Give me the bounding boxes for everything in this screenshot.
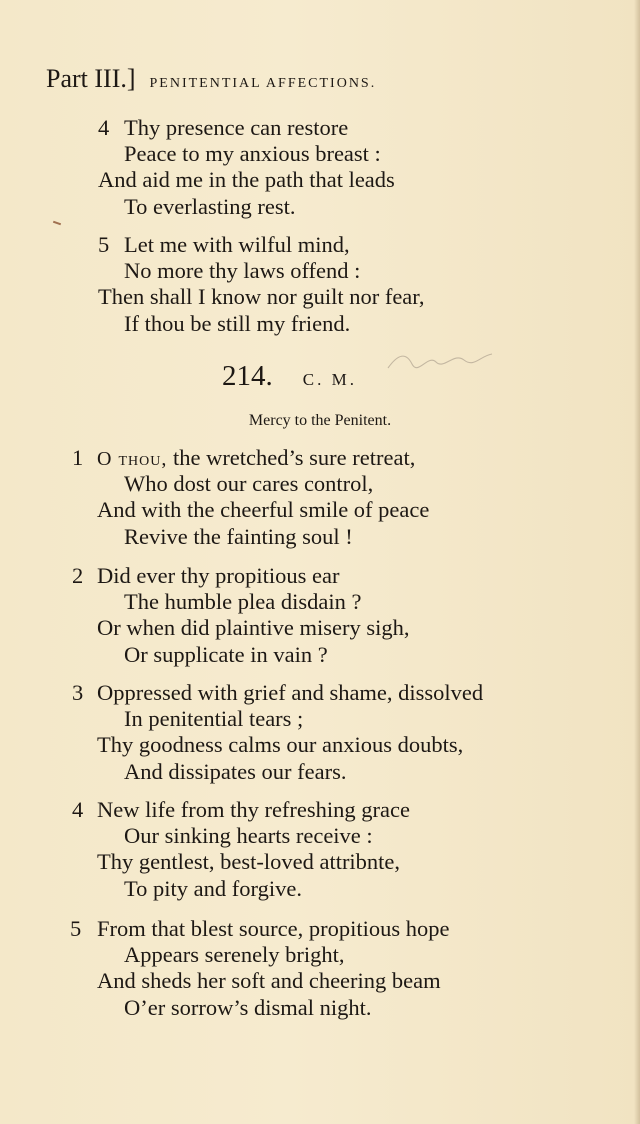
verse-number: 2: [72, 563, 84, 588]
verse-line-text: Peace to my anxious breast :: [124, 141, 381, 167]
verse-line: [0, 942, 640, 968]
first-word-small-caps: O thou,: [97, 448, 168, 470]
verse-line: [0, 524, 640, 550]
verse-number: 4: [72, 797, 84, 822]
section-title: PENITENTIAL AFFECTIONS.: [149, 76, 377, 91]
verse-line-text: No more thy laws offend :: [124, 258, 361, 284]
verse-line: [0, 706, 640, 732]
verse-line-text: Then shall I know nor guilt nor fear,: [98, 284, 425, 310]
verse-line: [0, 823, 640, 849]
verse-line-text: Thy gentlest, best-loved attribnte,: [97, 849, 401, 875]
verse-line: [0, 732, 640, 758]
ink-mark: [53, 221, 61, 226]
verse-line: [0, 115, 640, 141]
verse-line: [0, 876, 640, 902]
verse-line-text: Who dost our cares control,: [124, 471, 374, 497]
verse-line: [0, 497, 640, 523]
verse-line-text: Appears serenely bright,: [124, 942, 345, 968]
verse-line: [0, 797, 640, 823]
verse-line-text: To pity and forgive.: [124, 875, 302, 901]
verse-line-text: And aid me in the path that leads: [98, 167, 395, 193]
hymn-verse-4: [0, 797, 640, 902]
prev-verse-5: [0, 232, 640, 337]
verse-line-text: Our sinking hearts receive :: [124, 823, 373, 849]
verse-line: [0, 167, 640, 193]
verse-number: 1: [72, 445, 84, 470]
verse-line-text: [97, 445, 415, 472]
verse-line: [0, 232, 640, 258]
verse-line-text: And sheds her soft and cheering beam: [97, 968, 441, 994]
verse-line: [0, 916, 640, 942]
verse-line-text: Oppressed with grief and shame, dissolved: [97, 680, 484, 705]
verse-line: [0, 680, 640, 706]
verse-line: [0, 311, 640, 337]
verse-line: [0, 589, 640, 615]
verse-line-text: And dissipates our fears.: [124, 758, 347, 784]
pencil-annotation: [384, 346, 496, 376]
verse-line: [0, 759, 640, 785]
verse-number: 5: [98, 232, 110, 257]
verse-line-text: Thy goodness calms our anxious doubts,: [97, 732, 464, 758]
verse-line-text: From that blest source, propitious hope: [97, 916, 450, 941]
verse-line: [0, 642, 640, 668]
verse-line-text: Let me with wilful mind,: [124, 232, 350, 257]
hymn-verse-5: [0, 916, 640, 1021]
hymn-verse-1: [0, 445, 640, 550]
part-label: Part III.]: [46, 64, 136, 93]
first-line-rest: the wretched’s sure retreat,: [167, 445, 416, 470]
verse-line-text: And with the cheerful smile of peace: [97, 497, 430, 523]
verse-line-text: In penitential tears ;: [124, 706, 304, 732]
hymn-number: 214.: [222, 360, 273, 392]
verse-line: [0, 141, 640, 167]
verse-line-text: Did ever thy propitious ear: [97, 563, 340, 588]
hymn-meter: C. M.: [302, 370, 357, 389]
verse-line: [0, 284, 640, 310]
verse-line: [0, 563, 640, 589]
verse-number: 5: [70, 916, 82, 941]
hymn-heading: [222, 360, 357, 393]
verse-line-text: If thou be still my friend.: [124, 310, 351, 336]
verse-line-text: New life from thy refreshing grace: [97, 797, 410, 822]
verse-line: [0, 849, 640, 875]
verse-line-text: Or supplicate in vain ?: [124, 641, 328, 667]
verse-line-text: Or when did plaintive misery sigh,: [97, 615, 410, 641]
verse-line: [0, 968, 640, 994]
verse-line-text: O’er sorrow’s dismal night.: [124, 994, 372, 1020]
verse-line: [0, 258, 640, 284]
verse-line-text: Thy presence can restore: [124, 115, 349, 140]
prev-verse-4: [0, 115, 640, 220]
verse-line-text: The humble plea disdain ?: [124, 589, 362, 615]
verse-line-text: To everlasting rest.: [124, 193, 296, 219]
verse-line: [0, 445, 640, 471]
verse-line: [0, 995, 640, 1021]
verse-line-text: Revive the fainting soul !: [124, 523, 353, 549]
verse-line: [0, 615, 640, 641]
verse-line: [0, 471, 640, 497]
verse-number: 3: [72, 680, 84, 705]
hymn-title: Mercy to the Penitent.: [248, 412, 392, 429]
verse-line: [0, 194, 640, 220]
hymn-verse-2: [0, 563, 640, 668]
running-head: [46, 64, 376, 94]
verse-number: 4: [98, 115, 110, 140]
hymn-verse-3: [0, 680, 640, 785]
